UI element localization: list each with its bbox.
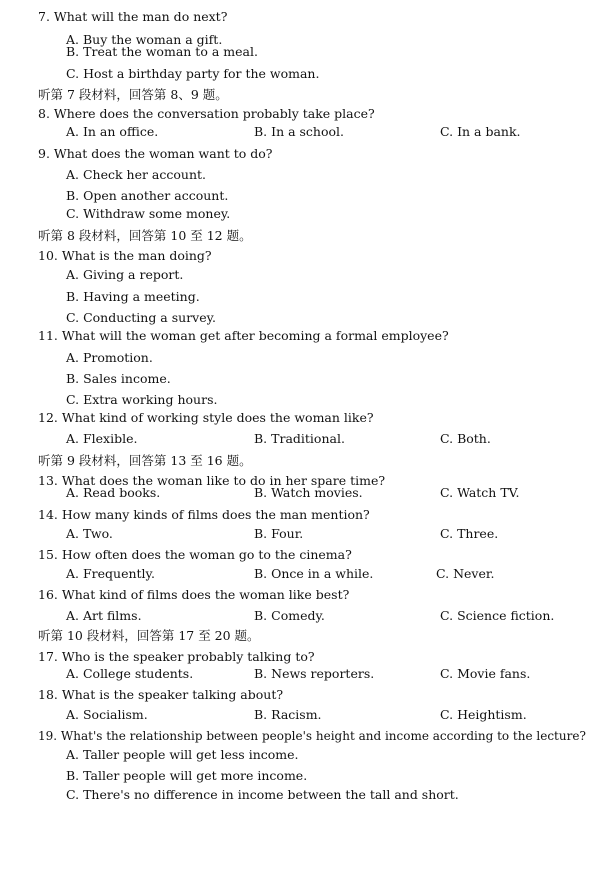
q11-option-b: B. Sales income. (66, 371, 171, 386)
question-11: 11. What will the woman get after becoming a formal employee? (38, 328, 449, 343)
section-heading-9: 听第 9 段材料，回答第 13 至 16 题。 (38, 453, 252, 468)
question-17: 17. Who is the speaker probably talking to? (38, 649, 315, 664)
section-heading-7: 听第 7 段材料，回答第 8、9 题。 (38, 87, 228, 102)
question-9: 9. What does the woman want to do? (38, 146, 273, 161)
q17-option-c: C. Movie fans. (440, 666, 531, 681)
q18-option-b: B. Racism. (254, 707, 322, 722)
q12-option-b: B. Traditional. (254, 431, 345, 446)
q7-option-c: C. Host a birthday party for the woman. (66, 66, 320, 81)
q19-option-b: B. Taller people will get more income. (66, 768, 308, 783)
q13-option-b: B. Watch movies. (254, 485, 363, 500)
q15-option-c: C. Never. (436, 566, 495, 581)
q16-option-c: C. Science fiction. (440, 608, 555, 623)
question-7: 7. What will the man do next? (38, 9, 228, 24)
question-10: 10. What is the man doing? (38, 248, 212, 263)
q17-option-b: B. News reporters. (254, 666, 375, 681)
q19-option-c: C. There's no difference in income between the tall and short. (66, 787, 459, 802)
question-19: 19. What's the relationship between people's height and income according to the lecture? (38, 729, 586, 743)
q9-option-a: A. Check her account. (66, 167, 207, 182)
q16-option-b: B. Comedy. (254, 608, 325, 623)
q10-option-a: A. Giving a report. (66, 267, 184, 282)
q10-option-c: C. Conducting a survey. (66, 310, 217, 325)
q15-option-a: A. Frequently. (66, 566, 155, 581)
q12-option-a: A. Flexible. (66, 431, 138, 446)
q8-option-a: A. In an office. (66, 124, 159, 139)
question-12: 12. What kind of working style does the woman like? (38, 410, 374, 425)
q15-option-b: B. Once in a while. (254, 566, 374, 581)
q9-option-c: C. Withdraw some money. (66, 206, 231, 221)
q18-option-c: C. Heightism. (440, 707, 527, 722)
q13-option-c: C. Watch TV. (440, 485, 520, 500)
q8-option-c: C. In a bank. (440, 124, 521, 139)
q14-option-a: A. Two. (66, 526, 113, 541)
q19-option-a: A. Taller people will get less income. (66, 747, 299, 762)
question-15: 15. How often does the woman go to the cinema? (38, 547, 352, 562)
q9-option-b: B. Open another account. (66, 188, 229, 203)
question-16: 16. What kind of films does the woman like best? (38, 587, 350, 602)
q16-option-a: A. Art films. (66, 608, 142, 623)
section-heading-10: 听第 10 段材料，回答第 17 至 20 题。 (38, 628, 260, 643)
q12-option-c: C. Both. (440, 431, 491, 446)
section-heading-8: 听第 8 段材料，回答第 10 至 12 题。 (38, 228, 252, 243)
q13-option-a: A. Read books. (66, 485, 161, 500)
question-18: 18. What is the speaker talking about? (38, 687, 284, 702)
q18-option-a: A. Socialism. (66, 707, 148, 722)
q11-option-a: A. Promotion. (66, 350, 153, 365)
q17-option-a: A. College students. (66, 666, 194, 681)
q7-option-b: B. Treat the woman to a meal. (66, 44, 258, 59)
q7-option-a: A. Buy the woman a gift. (66, 32, 223, 47)
q11-option-c: C. Extra working hours. (66, 392, 218, 407)
question-8: 8. Where does the conversation probably take place? (38, 106, 375, 121)
q14-option-c: C. Three. (440, 526, 499, 541)
q10-option-b: B. Having a meeting. (66, 289, 200, 304)
q8-option-b: B. In a school. (254, 124, 345, 139)
question-14: 14. How many kinds of films does the man mention? (38, 507, 370, 522)
question-13: 13. What does the woman like to do in her spare time? (38, 473, 386, 488)
q14-option-b: B. Four. (254, 526, 304, 541)
